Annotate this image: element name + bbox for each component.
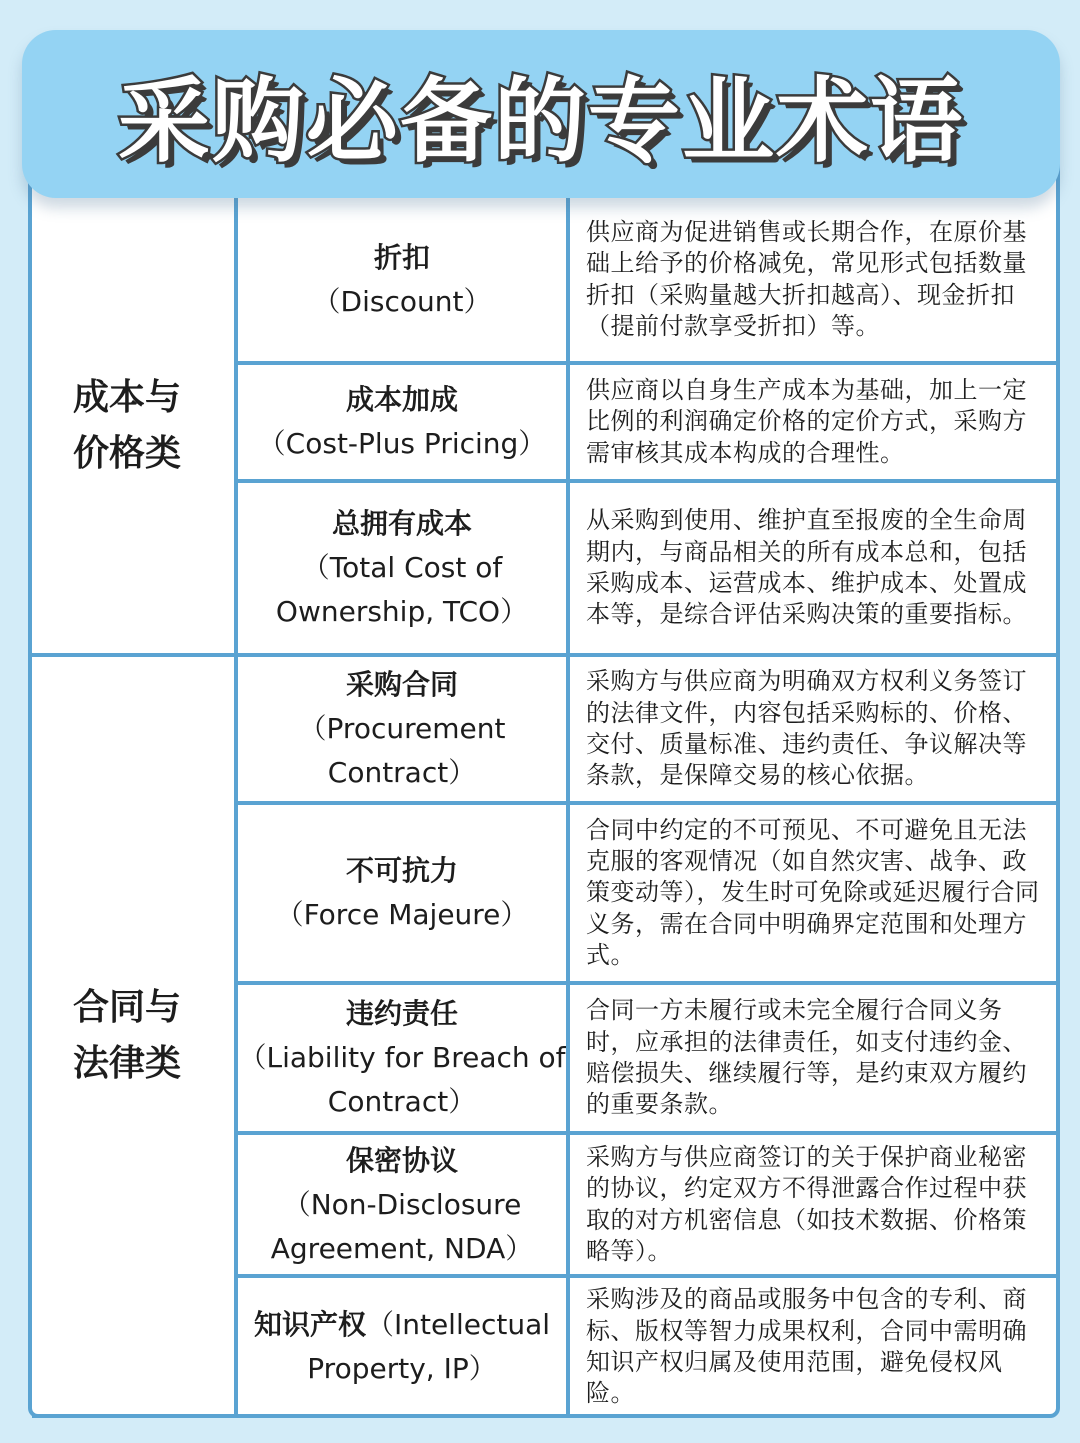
term-description: 采购涉及的商品或服务中包含的专利、商标、版权等智力成果权利，合同中需明确知识产权归属及使用范围，避免侵权风险。 xyxy=(568,1276,1060,1416)
term-description: 采购方与供应商为明确双方权利义务签订的法律文件，内容包括采购标的、价格、交付、质量标准、违约责任、争议解决等条款，是保障交易的核心依据。 xyxy=(568,655,1060,803)
term-zh: 违约责任 xyxy=(345,997,458,1030)
category-label: 法律类 xyxy=(73,1042,182,1084)
term-description: 供应商为促进销售或长期合作，在原价基础上给予的价格减免，常见形式包括数量折扣（采购量越大折扣越高）、现金折扣（提前付款享受折扣）等。 xyxy=(568,198,1060,363)
terms-table xyxy=(32,198,1060,1418)
term-en: （Procurement Contract） xyxy=(298,712,506,789)
term-zh: 知识产权 xyxy=(253,1308,366,1341)
category-cost-price xyxy=(32,198,236,655)
term-cell xyxy=(236,198,568,363)
category-label: 成本与 xyxy=(73,376,182,418)
term-zh: 总拥有成本 xyxy=(331,507,472,540)
term-cell xyxy=(236,1276,568,1416)
term-en: （Liability for Breach of Contract） xyxy=(238,1041,566,1118)
term-en: （Total Cost of Ownership, TCO） xyxy=(275,551,529,628)
term-zh: 不可抗力 xyxy=(345,854,458,887)
term-zh: 成本加成 xyxy=(345,383,458,416)
term-description: 合同一方未履行或未完全履行合同义务时，应承担的法律责任，如支付违约金、赔偿损失、继续履行等，是约束双方履约的重要条款。 xyxy=(568,983,1060,1133)
term-en: （Non-Disclosure Agreement, NDA） xyxy=(270,1187,534,1265)
term-zh: 采购合同 xyxy=(345,668,458,701)
term-cell xyxy=(236,803,568,983)
term-cell xyxy=(236,481,568,655)
table-row xyxy=(32,655,1060,803)
term-zh: 保密协议 xyxy=(345,1143,458,1177)
term-cell xyxy=(236,363,568,481)
page-title: 采购必备的专业术语 xyxy=(117,68,964,175)
term-description: 采购方与供应商签订的关于保护商业秘密的协议，约定双方不得泄露合作过程中获取的对方机密信息（如技术数据、价格策略等）。 xyxy=(568,1133,1060,1276)
category-contract-law xyxy=(32,655,236,1416)
category-label: 合同与 xyxy=(73,986,182,1028)
term-en: （Discount） xyxy=(312,284,492,318)
term-description: 从采购到使用、维护直至报废的全生命周期内，与商品相关的所有成本总和，包括采购成本、运营成本、维护成本、处置成本等，是综合评估采购决策的重要指标。 xyxy=(568,481,1060,655)
term-description: 供应商以自身生产成本为基础，加上一定比例的利润确定价格的定价方式，采购方需审核其成本构成的合理性。 xyxy=(568,363,1060,481)
category-label: 价格类 xyxy=(73,432,182,474)
table-row xyxy=(32,198,1060,363)
term-description: 合同中约定的不可预见、不可避免且无法克服的客观情况（如自然灾害、战争、政策变动等），发生时可免除或延迟履行合同义务，需在合同中明确界定范围和处理方式。 xyxy=(568,803,1060,983)
term-cell xyxy=(236,1133,568,1276)
term-cell xyxy=(236,983,568,1133)
title-banner xyxy=(22,30,1060,198)
term-zh: 折扣 xyxy=(373,240,430,274)
term-en: （Intellectual Property, IP） xyxy=(307,1308,551,1385)
term-cell xyxy=(236,655,568,803)
term-en: （Cost-Plus Pricing） xyxy=(257,427,547,460)
term-en: （Force Majeure） xyxy=(275,898,529,931)
